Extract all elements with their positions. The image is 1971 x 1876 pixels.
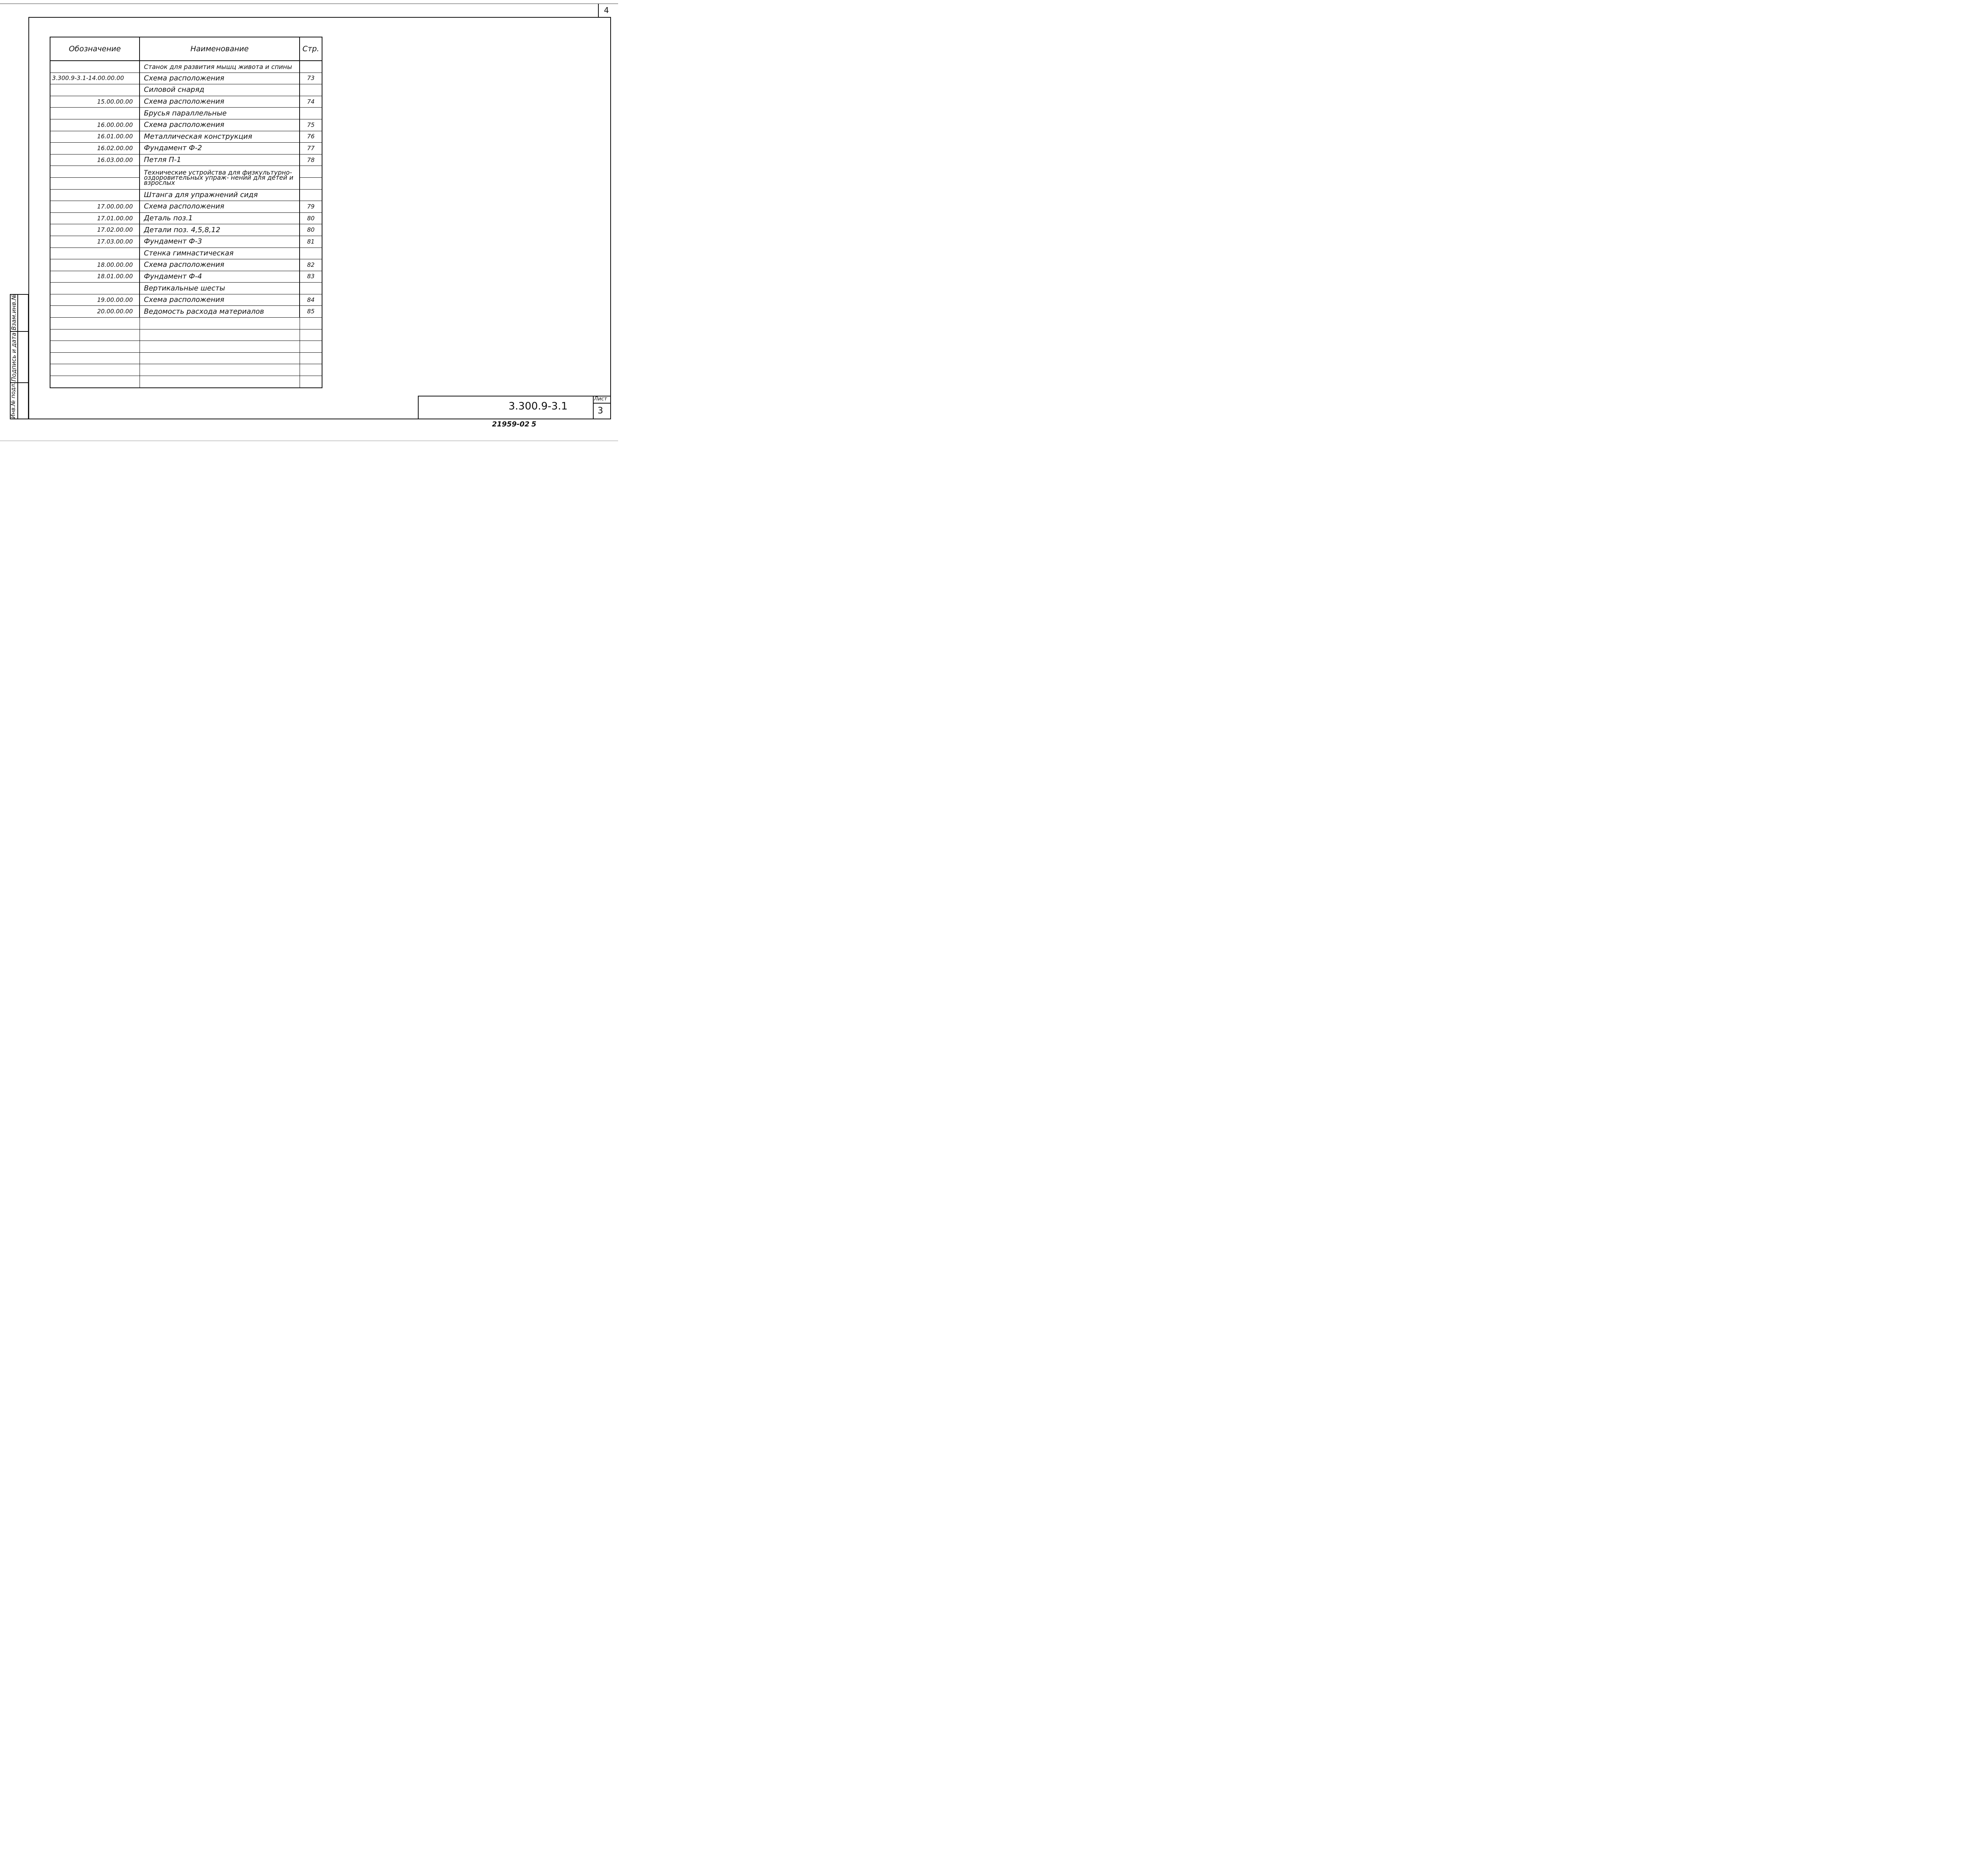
row-name: Схема расположения — [140, 73, 300, 84]
row-name: Детали поз. 4,5,8,12 — [140, 224, 300, 236]
table-row — [50, 294, 322, 306]
header-designation: Обозначение — [50, 37, 140, 61]
side-stamp-inner-divider — [17, 294, 18, 419]
header-page: Стр. — [300, 37, 322, 61]
row-page — [300, 84, 322, 96]
row-code-continued — [50, 177, 140, 189]
header-name: Наименование — [140, 37, 300, 61]
table-header-row — [50, 37, 322, 61]
row-name: Петля П-1 — [140, 154, 300, 166]
row-code: 16.00.00.00 — [50, 119, 140, 131]
corner-sheet-number: 4 — [604, 6, 609, 15]
row-page: 82 — [300, 259, 322, 271]
table-row-empty — [50, 341, 322, 353]
row-code: 17.01.00.00 — [50, 212, 140, 224]
row-page-continued — [300, 177, 322, 189]
row-name: Штанга для упражнений сидя — [140, 189, 300, 201]
row-name: Брусья параллельные — [140, 108, 300, 119]
document-code: 3.300.9-3.1 — [509, 400, 568, 412]
row-name: Схема расположения — [140, 294, 300, 306]
table-row — [50, 201, 322, 213]
row-code: 17.00.00.00 — [50, 201, 140, 213]
row-code: 3.300.9-3.1-14.00.00.00 — [50, 73, 140, 84]
row-name: Деталь поз.1 — [140, 212, 300, 224]
row-page — [300, 166, 322, 178]
table-row — [50, 131, 322, 143]
table-row — [50, 108, 322, 119]
row-code — [50, 166, 140, 178]
table-row — [50, 189, 322, 201]
row-name: Ведомость расхода материалов — [140, 306, 300, 318]
footer-page-number: 5 — [531, 420, 537, 428]
side-stamp-inv-number-label: Инв.№ подл. — [10, 382, 17, 419]
row-page: 74 — [300, 96, 322, 108]
row-page — [300, 248, 322, 259]
row-code — [50, 61, 140, 73]
title-block-sheet-divider — [593, 396, 594, 419]
footer-archive-number: 21959-02 — [492, 420, 530, 428]
row-name: Фундамент Ф-3 — [140, 236, 300, 248]
row-page: 83 — [300, 271, 322, 283]
row-code: 18.01.00.00 — [50, 271, 140, 283]
row-page: 81 — [300, 236, 322, 248]
row-page: 77 — [300, 143, 322, 154]
table-body — [50, 61, 322, 388]
row-code: 19.00.00.00 — [50, 294, 140, 306]
table-row — [50, 306, 322, 318]
row-code — [50, 283, 140, 294]
table-row — [50, 73, 322, 84]
table-row — [50, 248, 322, 259]
row-code: 17.02.00.00 — [50, 224, 140, 236]
row-name: Схема расположения — [140, 201, 300, 213]
row-name: Стенка гимнастическая — [140, 248, 300, 259]
row-code — [50, 84, 140, 96]
table-row — [50, 143, 322, 154]
table-row — [50, 119, 322, 131]
row-name: Схема расположения — [140, 259, 300, 271]
row-code: 16.01.00.00 — [50, 131, 140, 143]
row-name: Схема расположения — [140, 96, 300, 108]
corner-box-left-border — [598, 4, 599, 17]
sheet-label: Лист — [594, 396, 607, 402]
row-code: 20.00.00.00 — [50, 306, 140, 318]
row-page: 79 — [300, 201, 322, 213]
row-page — [300, 283, 322, 294]
row-page: 78 — [300, 154, 322, 166]
sheet-number: 3 — [598, 406, 603, 416]
row-name: Вертикальные шесты — [140, 283, 300, 294]
side-stamp-signature-date-label: Подпись и дата — [10, 332, 17, 382]
row-page — [300, 189, 322, 201]
row-page — [300, 108, 322, 119]
row-code — [50, 108, 140, 119]
table-row — [50, 283, 322, 294]
row-code: 16.02.00.00 — [50, 143, 140, 154]
table-row-empty — [50, 376, 322, 388]
row-name: Фундамент Ф-2 — [140, 143, 300, 154]
row-page: 73 — [300, 73, 322, 84]
table-row — [50, 61, 322, 73]
title-block-sheet-label-line — [593, 403, 611, 404]
table-row — [50, 271, 322, 283]
row-page: 84 — [300, 294, 322, 306]
row-code — [50, 189, 140, 201]
table-row-empty — [50, 364, 322, 376]
side-stamp-replacing-inv-label: Взам.инв.№ — [10, 294, 17, 330]
row-name: Металлическая конструкция — [140, 131, 300, 143]
table-row-empty — [50, 329, 322, 341]
row-name: Схема расположения — [140, 119, 300, 131]
row-page: 85 — [300, 306, 322, 318]
table-row — [50, 212, 322, 224]
table-row — [50, 84, 322, 96]
row-page: 80 — [300, 224, 322, 236]
table-row-empty — [50, 352, 322, 364]
row-code — [50, 248, 140, 259]
table-row — [50, 166, 322, 178]
row-page: 76 — [300, 131, 322, 143]
row-page — [300, 61, 322, 73]
row-name: Станок для развития мышц живота и спины — [140, 61, 300, 73]
table-row — [50, 96, 322, 108]
row-code: 17.03.00.00 — [50, 236, 140, 248]
row-name: Фундамент Ф-4 — [140, 271, 300, 283]
table-row — [50, 236, 322, 248]
row-code: 16.03.00.00 — [50, 154, 140, 166]
table-row — [50, 259, 322, 271]
table-row — [50, 154, 322, 166]
row-code: 15.00.00.00 — [50, 96, 140, 108]
table-row-empty — [50, 318, 322, 329]
sheet-index-table — [50, 37, 322, 388]
row-page: 80 — [300, 212, 322, 224]
row-code: 18.00.00.00 — [50, 259, 140, 271]
row-name: Силовой снаряд — [140, 84, 300, 96]
row-page: 75 — [300, 119, 322, 131]
row-name: Технические устройства для физкультурно-оздоровительных упраж- нений для детей и взрослых — [140, 166, 300, 189]
table-row — [50, 224, 322, 236]
